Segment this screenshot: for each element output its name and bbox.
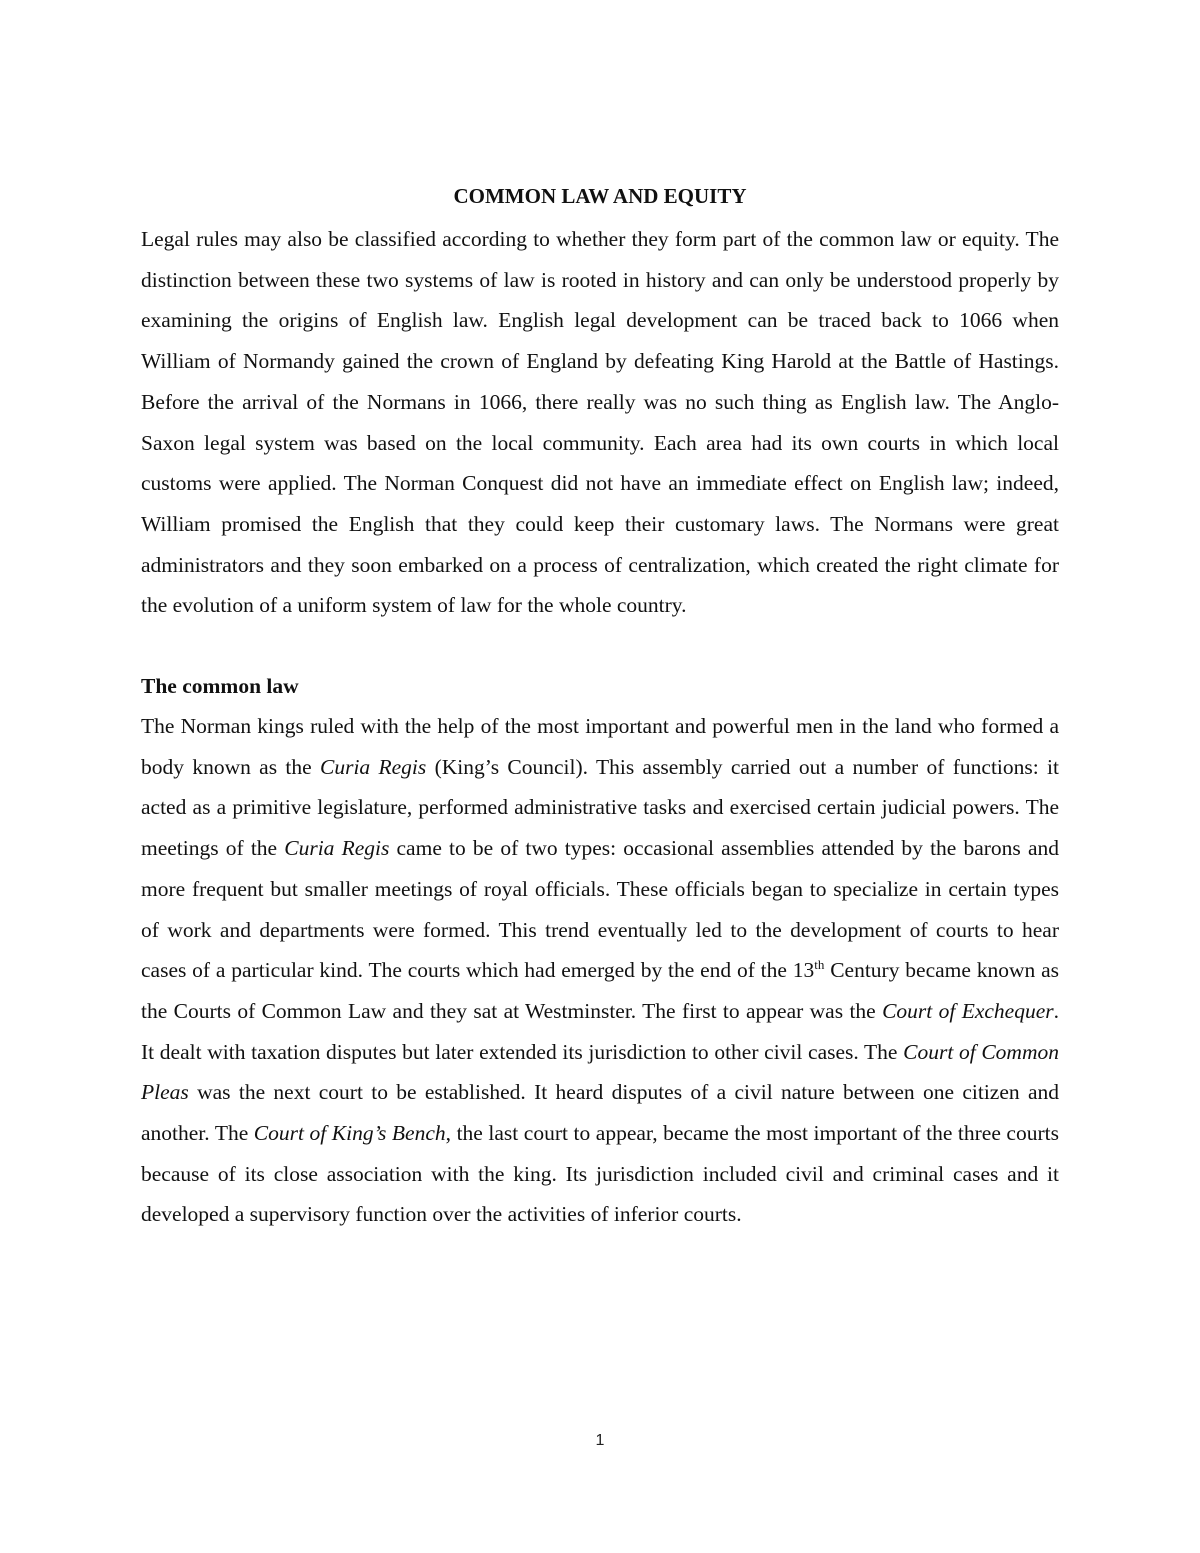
italic-term: Court of Exchequer [882,998,1054,1023]
paragraph-text: came to be of two types: occasional assemblies attended by the barons and more frequent but smaller meetings of royal officials. These officials began to specialize in certain types of work and departments were formed. This trend eventually led to the development of courts to hear cases of a particular kind. The courts which had emerged by the end of the 13 [141,836,1059,983]
section-heading: The common law [141,674,299,699]
italic-term: Court of Common Pleas [141,1039,1059,1105]
paragraph-text: , the last court to appear, became the most important of the three courts because of its close association with the king. Its jurisdiction included civil and criminal cases and it developed a supervisory function over the activities of inferior courts. [141,1121,1059,1227]
italic-term: Curia Regis [284,836,390,861]
paragraph-text: The Norman kings ruled with the help of the most important and powerful men in the land who formed a body known as the [141,714,1059,779]
section-paragraph [141,706,1059,1235]
page-number: 1 [595,1432,605,1449]
italic-term: Court of King’s Bench [253,1121,446,1146]
italic-term: Curia Regis [320,754,427,779]
paragraph-text: . It dealt with taxation disputes but later extended its jurisdiction to other civil cases. The [141,998,1059,1064]
page-content [141,180,1059,1235]
paragraph-text: Century became known as the Courts of Common Law and they sat at Westminster. The first to appear was the [141,958,1059,1023]
paragraph-text: (King’s Council). This assembly carried out a number of functions: it acted as a primitive legislature, performed administrative tasks and exercised certain judicial powers. The meetings of the [141,754,1060,861]
superscript: th [814,957,825,973]
intro-paragraph: Legal rules may also be classified according to whether they form part of the common law or equity. The distinction between these two systems of law is rooted in history and can only be understood properly by examining the origins of English law. English legal development can be traced back to 1066 when William of Normandy gained the crown of England by defeating King Harold at the Battle of Hastings. Before the arrival of the Normans in 1066, there really was no such thing as English law. The Anglo-Saxon legal system was based on the local community. Each area had its own courts in which local customs were applied. The Norman Conquest did not have an immediate effect on English law; indeed, William promised the English that they could keep their customary laws. The Normans were great administrators and they soon embarked on a process of centralization, which created the right climate for the evolution of a uniform system of law for the whole country. [141,227,1059,618]
document-title: COMMON LAW AND EQUITY [453,184,747,208]
paragraph-text: was the next court to be established. It heard disputes of a civil nature between one citizen and another. The [141,1080,1059,1146]
